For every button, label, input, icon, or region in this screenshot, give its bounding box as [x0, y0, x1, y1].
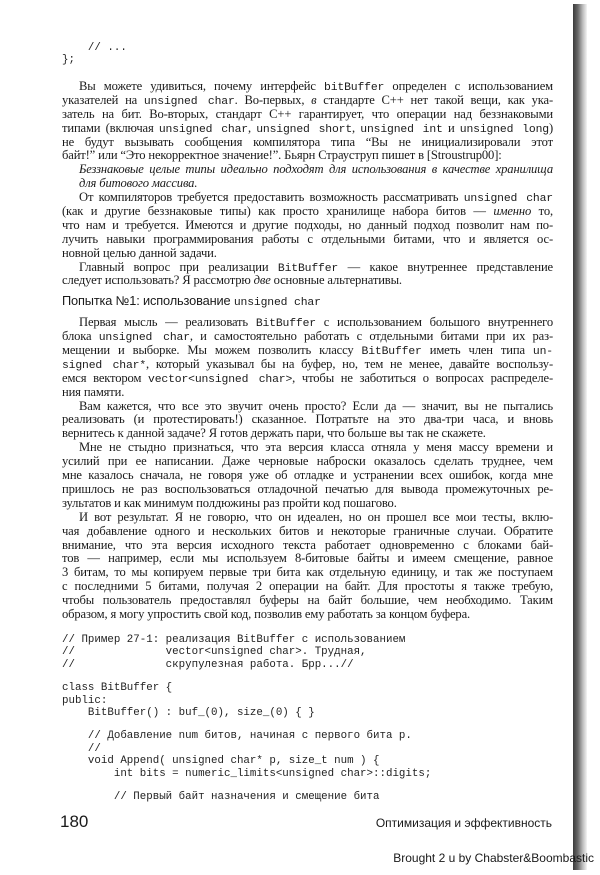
text-run: с последними 5 битами, получая 2 операции на байт. Для простоты я также требую,	[62, 579, 553, 594]
text-line	[62, 497, 553, 511]
text-line	[62, 580, 553, 594]
text-line	[62, 233, 553, 247]
text-line	[62, 566, 553, 580]
paragraph	[62, 191, 553, 260]
emphasis: в	[311, 92, 317, 107]
text-line	[62, 511, 553, 525]
text-run: вернитесь к данной задаче? Я готов держать пари, что больше вы так не скажете.	[62, 426, 486, 441]
code-line: class BitBuffer {	[62, 682, 173, 695]
text-line	[62, 205, 553, 219]
inline-code: unsigned short	[256, 123, 353, 136]
text-line	[62, 149, 553, 163]
text-line	[62, 455, 553, 469]
code-line: void Append( unsigned char* p, size_t num ) {	[62, 755, 380, 768]
text-run: следует использовать? Я рассмотрю	[62, 273, 254, 288]
paragraph	[62, 441, 553, 510]
text-run: не будут вызывать сообщения компилятора типа “Вы не инициализировали этот	[62, 134, 553, 149]
text-run: стандарте С++ нет такой вещи, как ука-	[316, 92, 553, 107]
text-line	[62, 274, 553, 288]
inline-code: unsigned char	[98, 332, 190, 345]
text-line	[62, 330, 553, 344]
text-run: — какое внутреннее представление	[338, 259, 553, 274]
text-run: ,	[352, 120, 361, 135]
inline-code: unsigned int	[360, 123, 443, 136]
text-line	[62, 294, 553, 308]
text-line	[62, 525, 553, 539]
text-line	[62, 386, 553, 400]
paragraph	[62, 80, 553, 163]
running-title: Оптимизация и эффективность	[375, 816, 552, 830]
inline-code: bitBuffer	[324, 82, 385, 94]
text-run: указателей на	[62, 92, 144, 107]
inline-code: signed char*	[62, 359, 147, 372]
inline-code: unsigned char	[463, 193, 553, 206]
text-line	[62, 358, 553, 372]
text-run: мещении и выборке. Мы можем позволить классу	[62, 343, 362, 358]
text-run: внимание, что эта версия исходного текста работает одновременно с блоками бай-	[62, 537, 553, 552]
code-line: // Первый байт назначения и смещение бита	[62, 791, 380, 804]
text-run: чтобы пользователь предоставлял буферы на байт большие, чем необходимо. Таким	[62, 593, 553, 608]
text-run: чая добавление одного и нескольких битов и некоторые граничные случаи. Обратите	[62, 523, 553, 538]
code-line	[62, 780, 431, 791]
text-line	[62, 372, 553, 386]
body-text	[62, 80, 553, 622]
text-run: для битового массива.	[79, 176, 198, 191]
text-line	[62, 539, 553, 553]
text-run: 3 битам, то мы копируем первые три бита как отдельную единицу, и так же поступаем	[62, 565, 553, 580]
text-run: блока	[62, 329, 99, 344]
text-line	[62, 177, 553, 191]
text-line	[62, 316, 553, 330]
text-run: что нам и требуется. Имеются и другие подходы, но данный подход позволит нам по-	[62, 217, 553, 232]
code-line: int bits = numeric_limits<unsigned char>::digits;	[62, 767, 432, 780]
text-run: Вам кажется, что все это звучит очень просто? Если да — значит, вы не пытались	[79, 398, 553, 413]
text-run: зультатов и как минимум полдюжины раз пройти код пошагово.	[62, 495, 397, 510]
text-line	[62, 247, 553, 261]
code-line: };	[62, 54, 75, 67]
text-line	[62, 219, 553, 233]
code-line: // Добавление num битов, начиная с первого бита p.	[62, 730, 412, 743]
text-run: Мне не стыдно признаться, что эта версия класса отняла у меня массу времени и	[79, 440, 553, 455]
text-run: От компиляторов требуется предоставить возможность рассматривать	[79, 190, 464, 205]
text-line	[62, 427, 553, 441]
inline-code: BitBuffer	[277, 262, 339, 275]
text-run: лучить навыки программирования работы с отдельными битами, что и является ос-	[62, 231, 553, 246]
text-line	[62, 552, 553, 566]
page-number: 180	[60, 812, 89, 831]
section-heading	[62, 294, 553, 308]
text-line	[62, 94, 553, 108]
text-line	[62, 191, 553, 205]
text-run: Первая мысль — реализовать	[79, 315, 256, 330]
text-run: с использованием большого внутреннего	[315, 315, 553, 330]
text-run: Главный вопрос при реализации	[79, 259, 278, 274]
text-line	[62, 483, 553, 497]
text-line	[62, 441, 553, 455]
text-run: емся вектором	[62, 370, 149, 385]
code-line	[62, 719, 431, 730]
emphasis: именно	[493, 204, 532, 219]
code-line: // vector<unsigned char>. Трудная,	[62, 646, 367, 659]
inline-code: un-	[532, 346, 553, 359]
text-run: и	[442, 120, 460, 135]
code-fragment-top	[62, 42, 127, 67]
inline-code: BitBuffer	[255, 318, 316, 331]
text-line	[62, 80, 553, 94]
inline-code: vector<unsigned char>	[148, 373, 293, 386]
inline-code: BitBuffer	[361, 346, 422, 359]
text-run: иметь член типа	[421, 343, 533, 358]
text-run: пришлось не раз воспользоваться отладочной печатью для вывода промежуточных ре-	[62, 481, 553, 496]
code-line: // скрупулезная работа. Брр...//	[62, 658, 354, 671]
inline-code: unsigned long	[459, 123, 549, 136]
text-line	[62, 261, 553, 275]
text-line	[62, 469, 553, 483]
text-run: , который указывал бы на буфер, но, тем не менее, давайте воспользу-	[146, 356, 553, 371]
text-run: новной целью данной задачи.	[62, 245, 217, 260]
text-run: затель на бит. Во-вторых, стандарт С++ гарантирует, что операции над беззнаковыми	[62, 106, 553, 121]
text-run: тов — например, если мы используем 8-битовые байты и имеем смещение, равное	[62, 551, 553, 566]
text-line	[62, 163, 553, 177]
inline-code: unsigned char	[233, 297, 321, 310]
code-line: // Пример 27-1: реализация BitBuffer с использованием	[62, 634, 406, 646]
scan-credit: Brought 2 u by Chabster&Boombastic	[393, 851, 594, 865]
text-run: , и самостоятельно работать с отдельными битами при их раз-	[189, 329, 553, 344]
paragraph	[62, 400, 553, 442]
text-line	[62, 136, 553, 150]
code-listing-27-1	[62, 634, 431, 803]
code-line: // ...	[62, 42, 127, 54]
paragraph	[62, 261, 553, 289]
inline-code: unsigned char	[158, 123, 248, 136]
text-run: определен с использованием	[384, 79, 554, 93]
text-run: ,	[247, 120, 257, 135]
text-run: реализовать (и протестировать!) сказанное. Потратьте на это два-три часа, и вновь	[62, 412, 553, 427]
text-run: Беззнаковые целые типы идеально подходят для использования в качестве хранилища	[79, 162, 553, 177]
text-run: , чтобы не заботиться о вопросах распределе-	[292, 370, 553, 385]
code-line: //	[62, 742, 101, 755]
book-spine-shadow	[573, 4, 587, 870]
text-run: байт!” или “Это некорректное значение!”. Бьярн Страуструп пишет в [Stroustrup00]:	[62, 148, 502, 163]
text-run: усилий при ее написании. Даже черновые наброски оказалось сделать труднее, чем	[62, 454, 553, 469]
text-run: типами (включая	[62, 120, 159, 135]
text-run: основные альтернативы.	[270, 273, 402, 288]
text-run: И вот результат. Я не говорю, что он идеален, но он прошел все мои тесты, вклю-	[79, 509, 553, 524]
text-run: . Во-первых,	[234, 92, 312, 107]
emphasis: две	[253, 273, 271, 288]
text-line	[62, 344, 553, 358]
text-line	[62, 122, 553, 136]
text-run: Вы можете удивиться, почему интерфейс	[79, 79, 325, 93]
code-line: BitBuffer() : buf_(0), size_(0) { }	[62, 707, 315, 720]
paragraph	[62, 511, 553, 622]
text-run: мне казалось сначала, не говоря уже об отладке и устранении всех ошибок, когда мне	[62, 468, 553, 483]
text-line	[62, 108, 553, 122]
text-run: Попытка №1: использование	[62, 293, 234, 309]
code-line	[62, 671, 431, 682]
code-line: public:	[62, 694, 108, 707]
text-run: )	[548, 120, 553, 135]
text-line	[62, 413, 553, 427]
text-run: (как и другие беззнаковые типы) как просто хранилище набора битов —	[62, 204, 494, 219]
text-run: ния памяти.	[62, 384, 125, 399]
text-run: образом, я могу упростить свой код, позволив ему работать за концом буфера.	[62, 606, 471, 621]
paragraph	[62, 316, 553, 399]
text-line	[62, 594, 553, 608]
text-line	[62, 608, 553, 622]
text-run: то,	[531, 204, 553, 219]
text-line	[62, 400, 553, 414]
block-quote	[62, 163, 553, 191]
inline-code: unsigned char	[143, 95, 235, 108]
